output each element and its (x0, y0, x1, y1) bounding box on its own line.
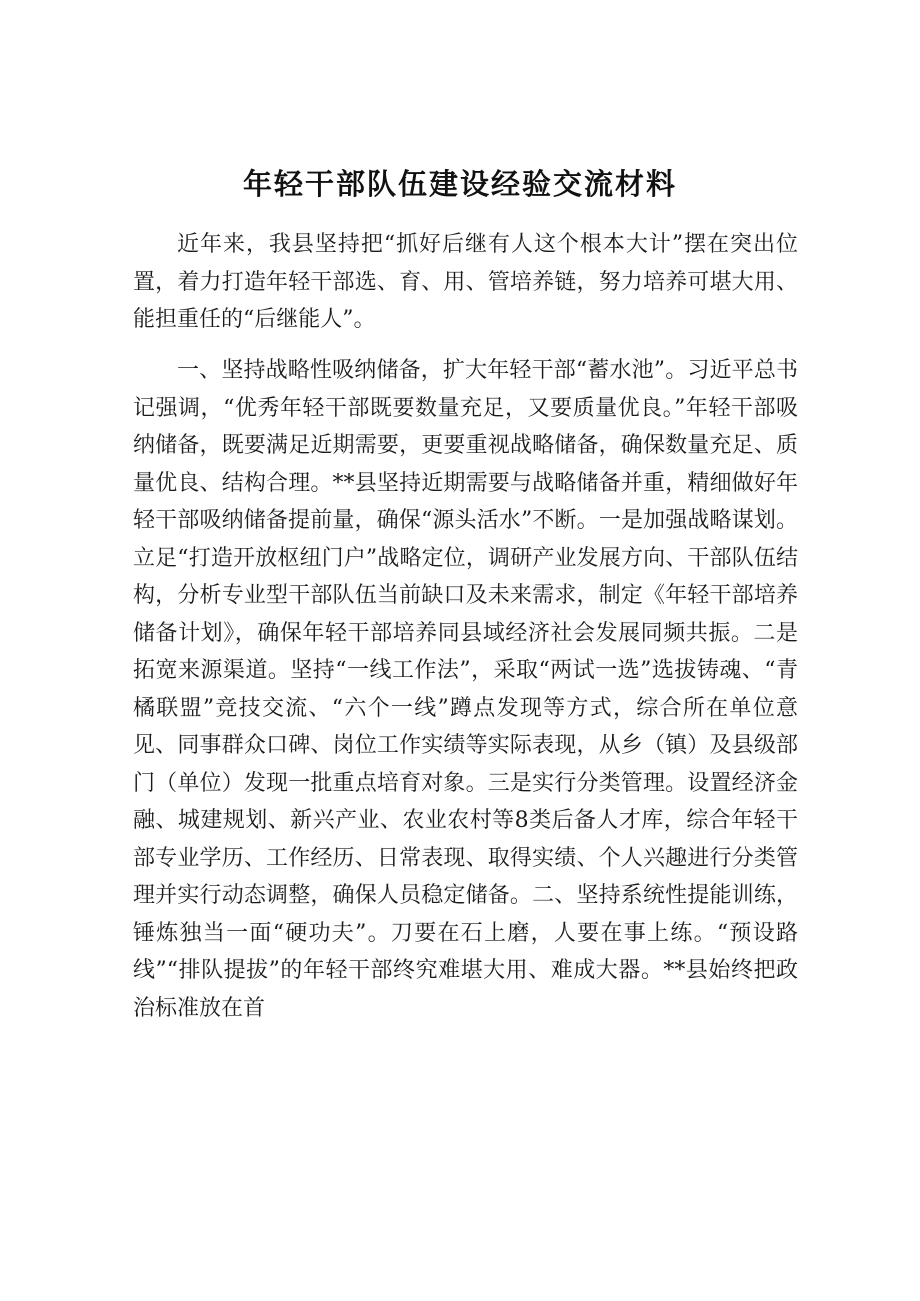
paragraph-intro: 近年来，我县坚持把“抓好后继有人这个根本大计”摆在突出位置，着力打造年轻干部选、育、用、管培养链，努力培养可堪大用、能担重任的“后继能人”。 (133, 232, 798, 332)
paragraph-section-one: 一、坚持战略性吸纳储备，扩大年轻干部“蓄水池”。习近平总书记强调，“优秀年轻干部既要数量充足，又要质量优良。”年轻干部吸纳储备，既要满足近期需要，更要重视战略储备，确保数量充足、质量优良、结构合理。**县坚持近期需要与战略储备并重，精细做好年轻干部吸纳储备提前量，确保“源头活水”不断。一是加强战略谋划。立足“打造开放枢纽门户”战略定位，调研产业发展方向、干部队伍结构，分析专业型干部队伍当前缺口及未来需求，制定《年轻干部培养储备计划》，确保年轻干部培养同县域经济社会发展同频共振。二是拓宽来源渠道。坚持“一线工作法”，采取“两试一选”选拔铸魂、“青橘联盟”竞技交流、“六个一线”蹲点发现等方式，综合所在单位意见、同事群众口碑、岗位工作实绩等实际表现，从乡（镇）及县级部门（单位）发现一批重点培育对象。三是实行分类管理。设置经济金融、城建规划、新兴产业、农业农村等8类后备人才库，综合年轻干部专业学历、工作经历、日常表现、取得实绩、个人兴趣进行分类管理并实行动态调整，确保人员稳定储备。二、坚持系统性提能训练，锤炼独当一面“硬功夫”。刀要在石上磨，人要在事上练。“预设路线”“排队提拔”的年轻干部终究难堪大用、难成大器。**县始终把政治标准放在首 (133, 358, 798, 1021)
document-title: 年轻干部队伍建设经验交流材料 (242, 167, 677, 201)
